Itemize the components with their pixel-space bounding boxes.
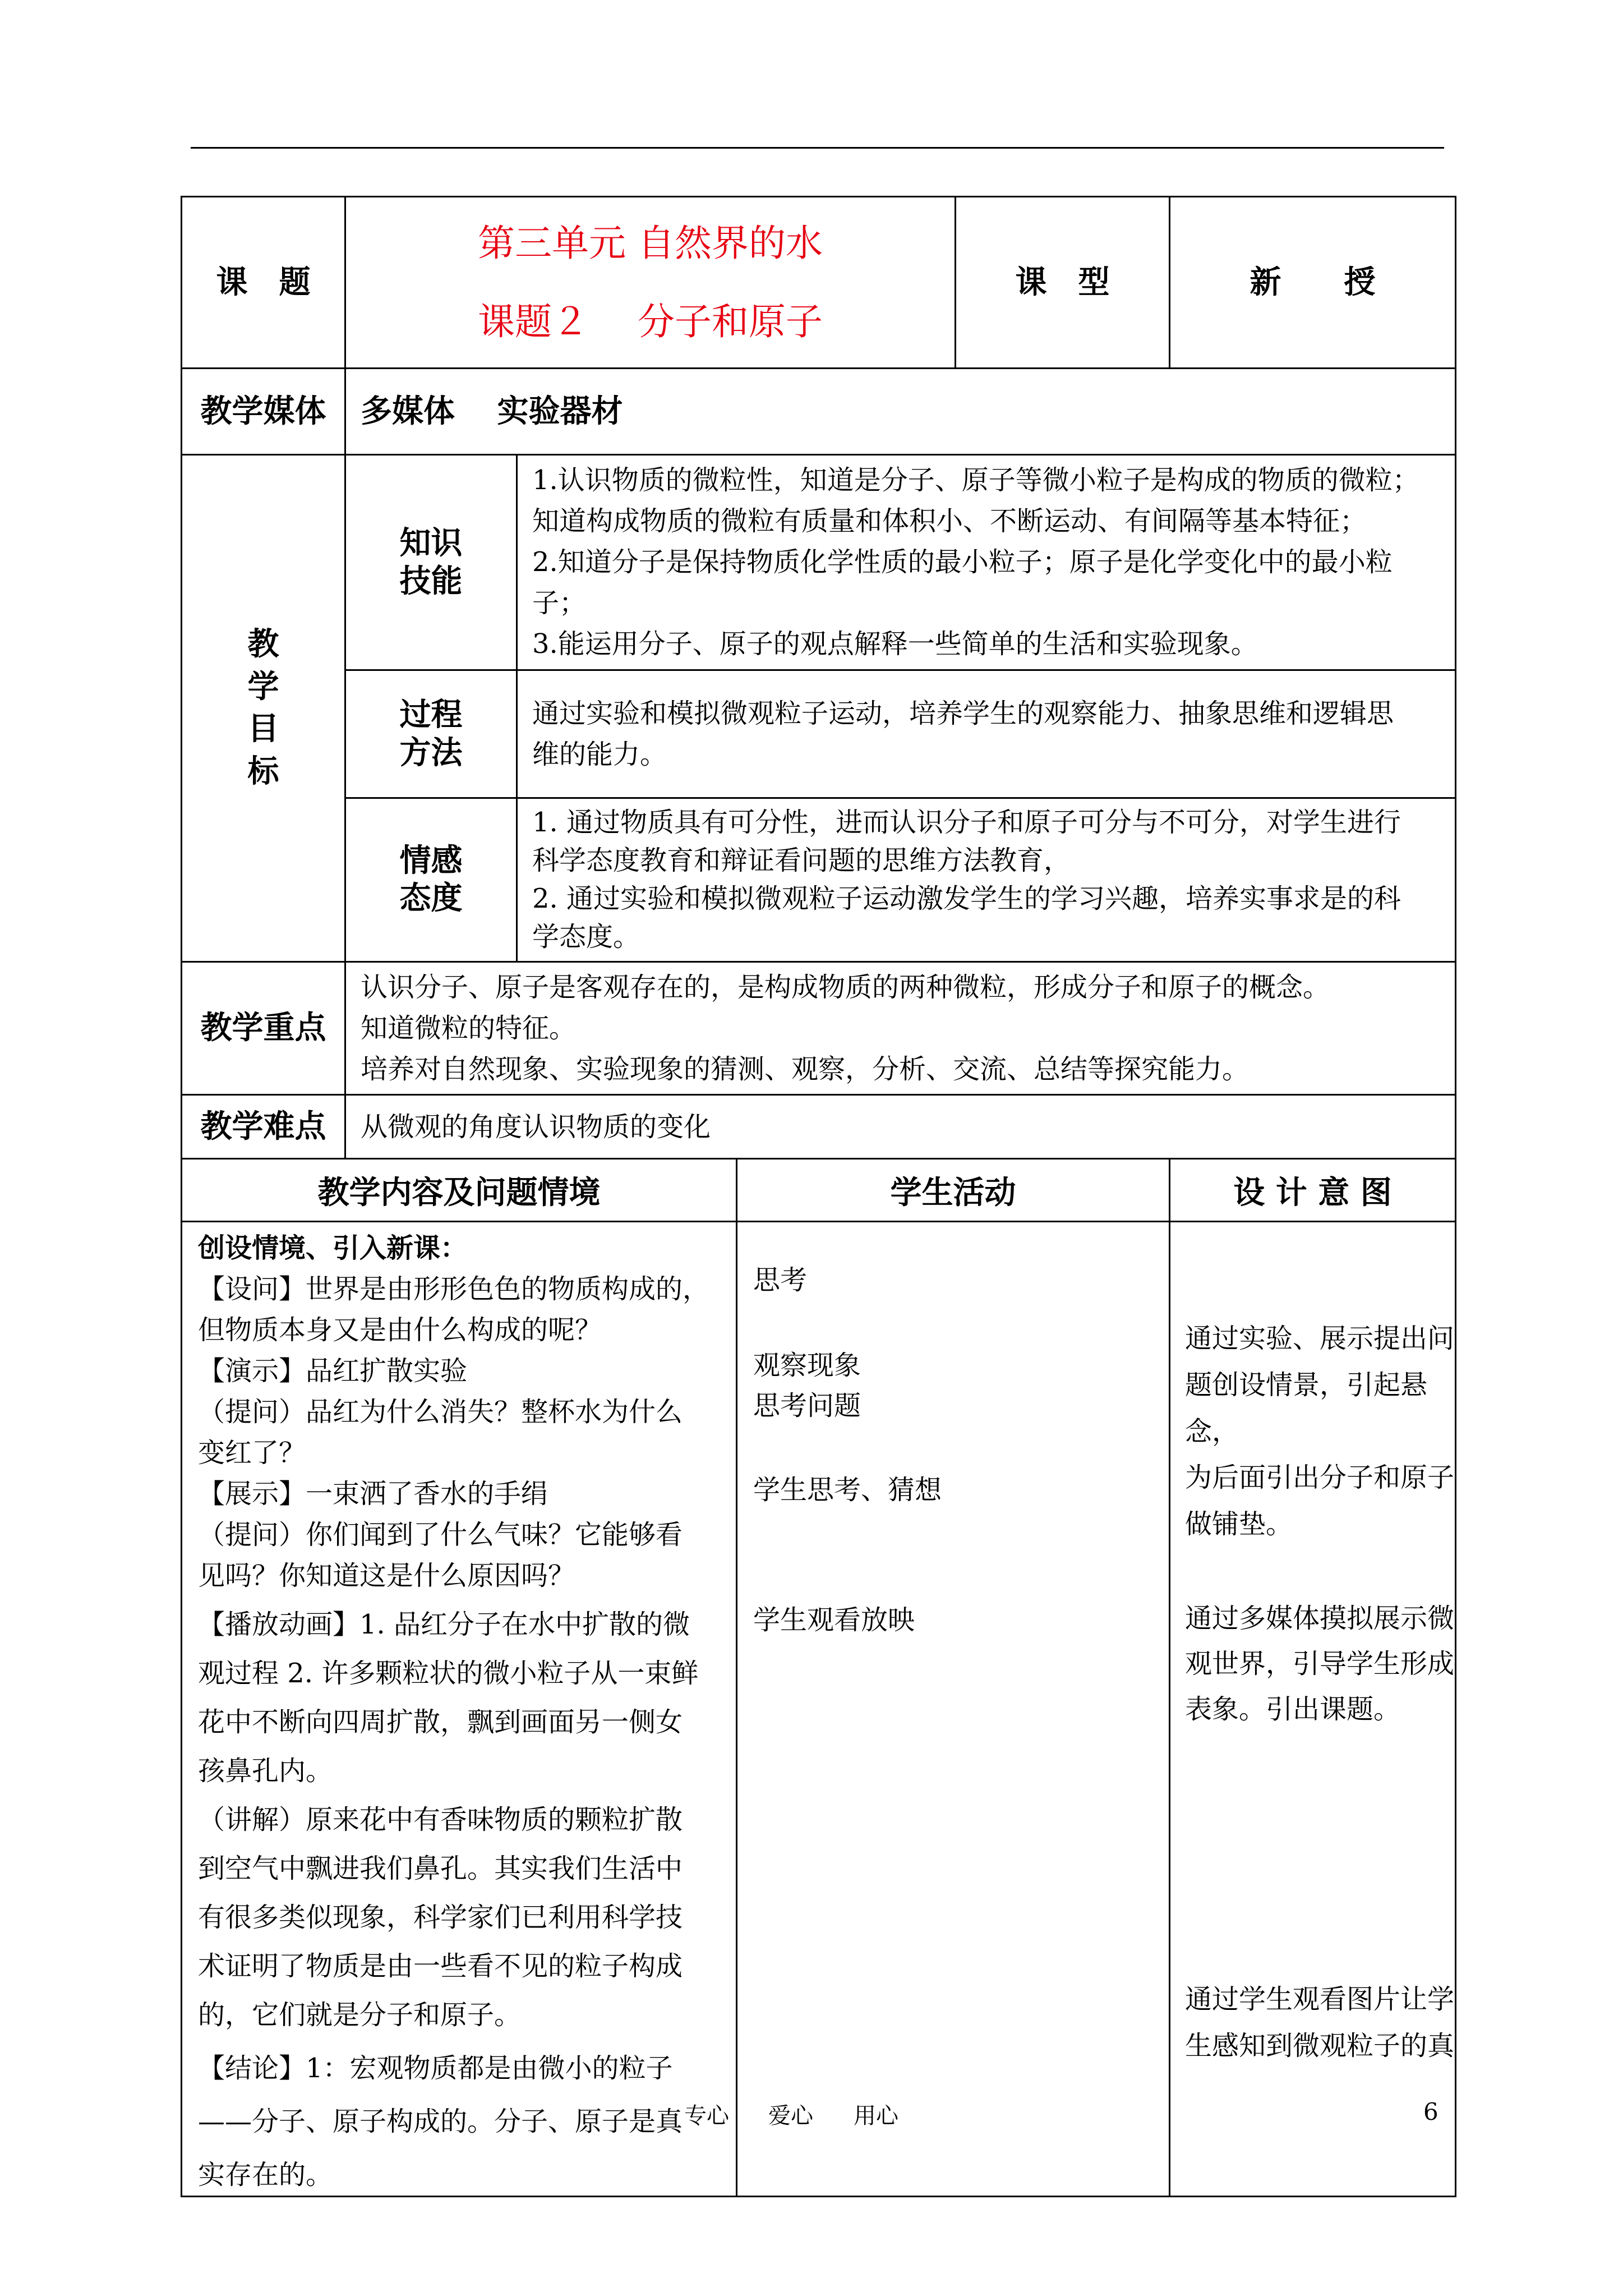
lesson-line: 【设问】世界是由形形色色的物质构成的， <box>198 1273 710 1305</box>
type-label: 课 型 <box>956 197 1170 369</box>
emotion-line: 2. 通过实验和模拟微观粒子运动激发学生的学习兴趣，培养实事求是的科 <box>532 883 1401 915</box>
lesson-plan-table <box>181 196 1456 2197</box>
row-emotion <box>182 798 1456 962</box>
activity-watch: 学生观看放映 <box>753 1604 915 1636</box>
lesson-line: 术证明了物质是由一些看不见的粒子构成 <box>198 1950 683 1982</box>
key-point-line: 知道微粒的特征。 <box>361 1012 577 1044</box>
footer-motto-3: 用心 <box>854 2103 898 2129</box>
design-line: 表象。引出课题。 <box>1185 1693 1401 1725</box>
lesson-line: （讲解）原来花中有香味物质的颗粒扩散 <box>198 1803 683 1835</box>
emotion-line: 科学态度教育和辩证看问题的思维方法教育， <box>532 845 1071 877</box>
lesson-line: （提问）品红为什么消失？整杯水为什么 <box>198 1396 683 1428</box>
process-line: 通过实验和模拟微观粒子运动，培养学生的观察能力、抽象思维和逻辑思 <box>532 697 1394 729</box>
column-header-design: 设 计 意 图 <box>1170 1159 1456 1222</box>
knowledge-line: 子； <box>532 587 587 619</box>
lesson-line: 有很多类似现象，科学家们已利用科学技 <box>198 1901 683 1933</box>
column-header-content: 教学内容及问题情境 <box>182 1159 737 1222</box>
knowledge-line: 知道构成物质的微粒有质量和体积小、不断运动、有间隔等基本特征； <box>532 505 1367 537</box>
student-activities <box>737 1222 1170 2196</box>
difficulty-text: 从微观的角度认识物质的变化 <box>345 1095 1456 1159</box>
lesson-line: 实存在的。 <box>198 2159 333 2191</box>
row-media <box>182 369 1456 455</box>
knowledge-label: 知识 技能 <box>345 455 517 670</box>
emotion-label: 情感 态度 <box>345 798 517 962</box>
row-lesson-body <box>182 1222 1456 2196</box>
design-line: 为后面引出分子和原子 <box>1185 1462 1455 1494</box>
activity-guess: 学生思考、猜想 <box>753 1474 942 1506</box>
objectives-label: 教 学 目 标 <box>182 455 345 962</box>
footer-motto-1: 专心 <box>684 2103 729 2129</box>
row-key-points <box>182 961 1456 1095</box>
lesson-title <box>345 197 956 369</box>
design-line: 生感知到微观粒子的真 <box>1185 2030 1455 2062</box>
lesson-title-line1: 第三单元 自然界的水 <box>478 222 823 265</box>
design-block-3 <box>1185 1976 1454 2069</box>
lesson-title-line2: 课题２ 分子和原子 <box>478 300 823 343</box>
design-line: 做铺垫。 <box>1185 1508 1293 1540</box>
lesson-line: 观过程 2. 许多颗粒状的微小粒子从一束鲜 <box>198 1658 699 1690</box>
lesson-content <box>182 1222 737 2196</box>
key-point-line: 培养对自然现象、实验现象的猜测、观察，分析、交流、总结等探究能力。 <box>361 1053 1249 1085</box>
lesson-line: 【结论】1：宏观物质都是由微小的粒子 <box>198 2052 673 2084</box>
lesson-line: 【播放动画】1. 品红分子在水中扩散的微 <box>198 1609 690 1641</box>
key-points-label: 教学重点 <box>182 961 345 1095</box>
media-label: 教学媒体 <box>182 369 345 455</box>
emotion-line: 1. 通过物质具有可分性，进而认识分子和原子可分与不可分，对学生进行 <box>532 807 1401 838</box>
media-value: 多媒体 实验器材 <box>345 369 1456 455</box>
lesson-line: 【展示】一束洒了香水的手绢 <box>198 1478 548 1510</box>
lesson-heading: 创设情境、引入新课： <box>198 1232 468 1264</box>
key-points-text <box>345 961 1456 1095</box>
design-line: 观世界，引导学生形成 <box>1185 1648 1455 1680</box>
page-number: 6 <box>1423 2098 1438 2125</box>
activity-observe: 观察现象 <box>753 1350 861 1382</box>
design-block-1 <box>1185 1315 1455 1547</box>
lesson-line: ——分子、原子构成的。分子、原子是真 <box>198 2105 683 2137</box>
row-topic <box>182 197 1456 369</box>
process-label: 过程 方法 <box>345 670 517 798</box>
lesson-line: 花中不断向四周扩散，飘到画面另一侧女 <box>198 1706 683 1738</box>
process-text <box>517 670 1456 798</box>
footer-motto-2: 爱心 <box>768 2103 813 2129</box>
design-block-2 <box>1185 1596 1454 1732</box>
design-line: 通过实验、展示提出问 <box>1185 1323 1455 1355</box>
lesson-line: 到空气中飘进我们鼻孔。其实我们生活中 <box>198 1852 683 1884</box>
row-knowledge <box>182 455 1456 670</box>
lesson-line: （提问）你们闻到了什么气味？它能够看 <box>198 1519 683 1551</box>
lesson-line: 的，它们就是分子和原子。 <box>198 1999 522 2031</box>
header-rule <box>191 147 1444 149</box>
type-value: 新 授 <box>1170 197 1456 369</box>
design-line: 通过多媒体摸拟展示微 <box>1185 1603 1455 1635</box>
design-line: 通过学生观看图片让学 <box>1185 1984 1455 2016</box>
knowledge-line: 2.知道分子是保持物质化学性质的最小粒子；原子是化学变化中的最小粒 <box>532 546 1393 578</box>
lesson-line: 变红了？ <box>198 1437 306 1469</box>
lesson-line: 【演示】品红扩散实验 <box>198 1355 468 1387</box>
row-column-headers <box>182 1159 1456 1222</box>
activity-think: 思考 <box>753 1264 808 1296</box>
column-header-activity: 学生活动 <box>737 1159 1170 1222</box>
design-line: 题创设情景，引起悬念， <box>1185 1369 1428 1447</box>
key-point-line: 认识分子、原子是客观存在的，是构成物质的两种微粒，形成分子和原子的概念。 <box>361 971 1330 1003</box>
topic-label: 课 题 <box>182 197 345 369</box>
activity-think-question: 思考问题 <box>753 1390 861 1422</box>
row-process <box>182 670 1456 798</box>
lesson-line: 孩鼻孔内。 <box>198 1755 333 1787</box>
lesson-line: 见吗？你知道这是什么原因吗？ <box>198 1560 575 1592</box>
emotion-line: 学态度。 <box>532 921 640 953</box>
difficulty-label: 教学难点 <box>182 1095 345 1159</box>
design-intent <box>1170 1222 1456 2196</box>
process-line: 维的能力。 <box>532 738 667 770</box>
emotion-text <box>517 798 1456 962</box>
row-difficulty <box>182 1095 1456 1159</box>
knowledge-text <box>517 455 1456 670</box>
knowledge-line: 1.认识物质的微粒性，知道是分子、原子等微小粒子是构成的物质的微粒； <box>532 464 1419 496</box>
knowledge-line: 3.能运用分子、原子的观点解释一些简单的生活和实验现象。 <box>532 628 1258 660</box>
lesson-line: 但物质本身又是由什么构成的呢？ <box>198 1314 602 1346</box>
